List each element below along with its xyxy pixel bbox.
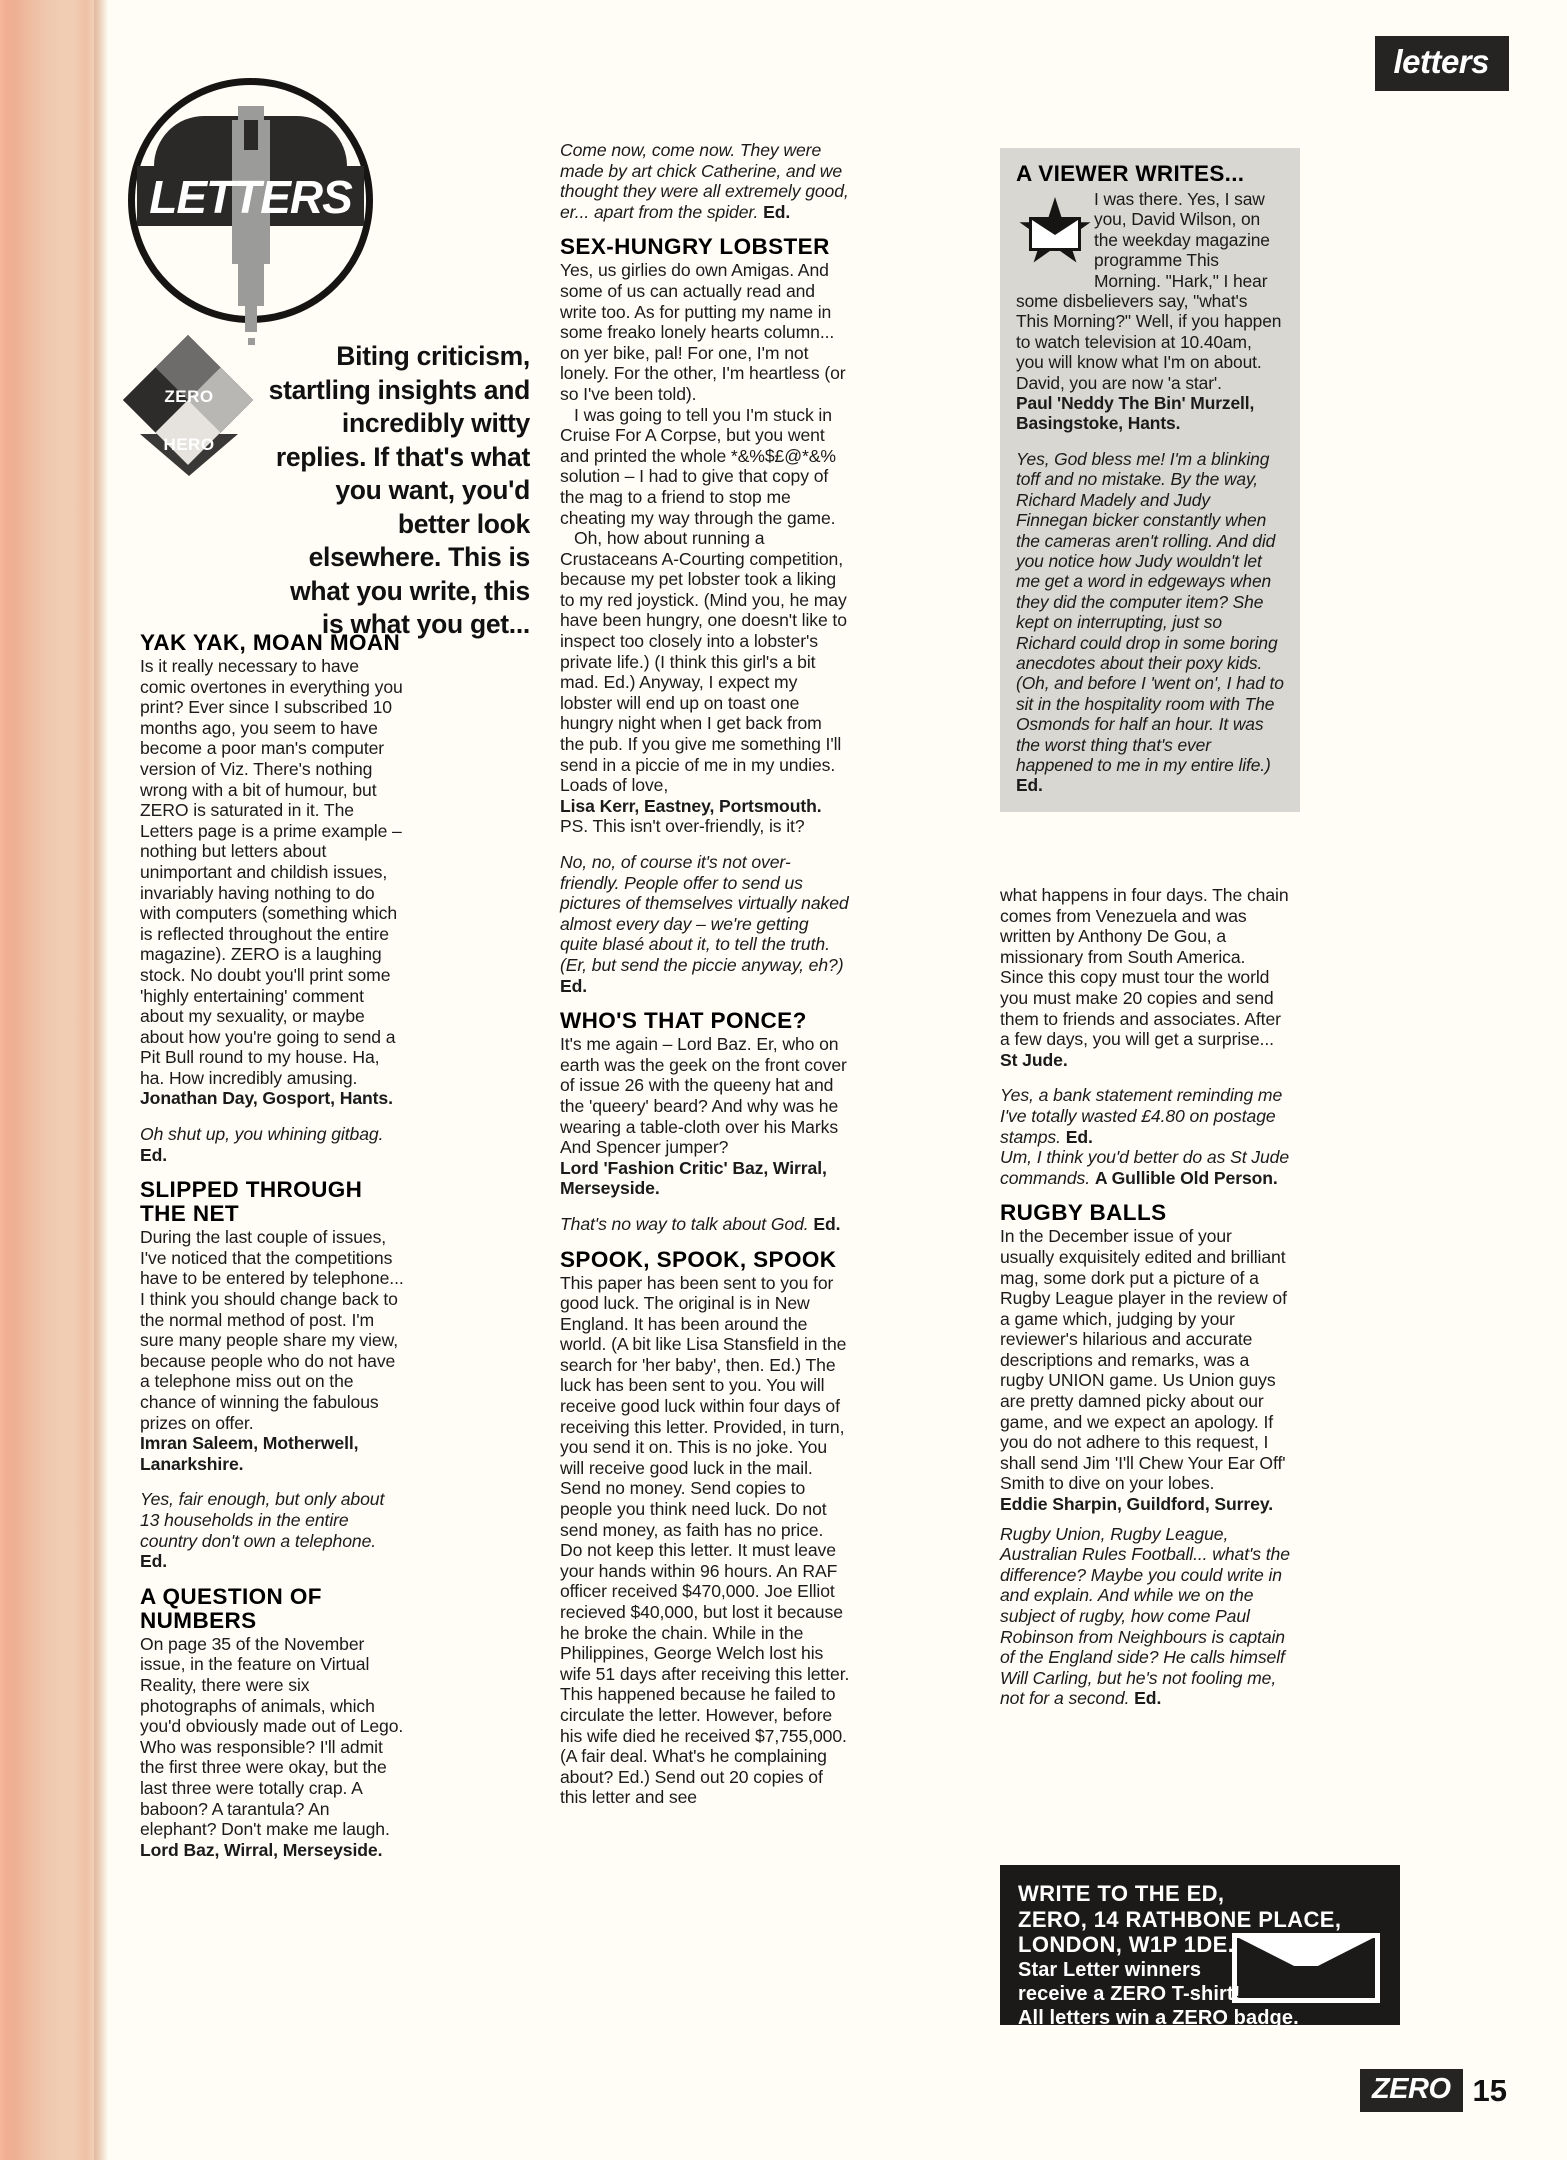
letter-paragraph: Oh, how about running a Crustaceans A-Courting competition, because my pet lobster took a liking to my red joystick. (Mind you, he may have been hungry, one doesn't like to inspect too closely into a lobster's private life.) (I think this girl's a bit mad. Ed.) Anyway, I expect my lobster will end up on toast one hungry night when I get back from the pub. If you give me something I'll send in a piccie of me in my undies.: [560, 528, 847, 775]
letters-masthead-logo: [128, 78, 373, 323]
column-three: [1000, 885, 1290, 1709]
write-box-line3: LONDON, W1P 1DE.: [1018, 1932, 1235, 1957]
viewer-box-heading: A VIEWER WRITES...: [1016, 161, 1245, 186]
letter-body: It's me again – Lord Baz. Er, who on earth was the geek on the front cover of issue 26 with the queeny hat and the 'queery' beard? And why was he wearing a table-cloth over his Marks And Spencer jumper?: [560, 1034, 847, 1158]
editor-reply-text: That's no way to talk about God.: [560, 1213, 814, 1234]
editor-reply: [1000, 1524, 1290, 1709]
letter-heading: WHO'S THAT PONCE?: [560, 1008, 807, 1034]
editor-reply-sig: Ed.: [560, 975, 588, 996]
write-box-line2: ZERO, 14 RATHBONE PLACE,: [1018, 1906, 1342, 1932]
spook-continued-body: what happens in four days. The chain comes from Venezuela and was written by Anthony De Gou, a missionary from South America. Since this copy must tour the world you must make 20 copies and send them to friends and associates. After a few days, you will get a surprise...: [1000, 885, 1289, 1050]
letter-signature: Eddie Sharpin, Guildford, Surrey.: [1000, 1494, 1274, 1515]
letter-heading: YAK YAK, MOAN MOAN: [140, 630, 401, 655]
letter-body: On page 35 of the November issue, in the feature on Virtual Reality, there were six photographs of animals, which you'd obviously made out of Lego. Who was responsible? I'll admit the first three were okay, but the last three were totally crap. A baboon? A tarantula? An elephant? Don't make me laugh.: [140, 1633, 404, 1840]
letter-signature: St Jude.: [1000, 1049, 1068, 1070]
editor-reply-sig: Ed.: [140, 1144, 168, 1165]
section-tab-letters: letters: [1375, 36, 1509, 91]
badge-label-zero: ZERO: [164, 387, 214, 406]
write-to-the-ed-box: [1000, 1865, 1400, 2029]
viewer-writes-box: [1000, 148, 1300, 812]
editor-reply: [560, 1214, 850, 1235]
letter-signature: Lord 'Fashion Critic' Baz, Wirral, Merseyside.: [560, 1157, 827, 1199]
scan-page-edge: [0, 0, 108, 2160]
editor-reply-sig: Ed.: [1016, 775, 1043, 796]
page-footer: [1360, 2069, 1507, 2112]
editor-reply-sig: Ed.: [813, 1213, 841, 1234]
editor-reply-text: Oh shut up, you whining gitbag.: [140, 1124, 384, 1145]
viewer-box-body: I was there. Yes, I saw you, David Wilson, on the weekday magazine programme This Morning. "Hark," I hear some disbelievers say, "what's This Morning?" Well, if you happen to watch television at 10.40am, you will know what I'm on about. David, you are now 'a star'.: [1016, 189, 1282, 393]
editor-reply: [560, 140, 850, 222]
write-box-line4: Star Letter winners: [1018, 1958, 1202, 1981]
column-one: [140, 618, 405, 1860]
badge-label-hero: HERO: [163, 435, 215, 454]
letter-signature: Imran Saleem, Motherwell, Lanarkshire.: [140, 1433, 359, 1474]
envelope-icon: [1232, 1933, 1380, 2003]
editor-reply-sig: A Gullible Old Person.: [1094, 1167, 1278, 1188]
letter-heading: SLIPPED THROUGH THE NET: [140, 1177, 363, 1227]
pen-nib-icon: [228, 106, 274, 356]
intro-blurb: Biting criticism, startling insights and incredibly witty replies. If that's what you want, you'd better look elsewhere. This is what you write, this is what you get...: [268, 341, 530, 639]
editor-reply: [1000, 1085, 1290, 1147]
zero-hero-badge: [130, 342, 248, 480]
editor-reply-sig: Ed.: [1065, 1126, 1093, 1147]
letter-body: [560, 260, 850, 795]
letter-body: Is it really necessary to have comic overtones in everything you print? Ever since I subscribed 10 months ago, you seem to have become a poor man's computer version of Viz. There's nothing wrong with a bit of humour, but ZERO is saturated in it. The Letters page is a prime example – nothing but letters about unimportant and childish issues, invariably having nothing to do with computers (something which is reflected throughout the entire magazine). ZERO is a laughing stock. No doubt you'll print some 'highly entertaining' comment about my sexuality, or maybe about how you're going to send a Pit Bull round to my house. Ha, ha. How incredibly amusing.: [140, 656, 403, 1088]
editor-reply-text: Um, I think you'd better do as St Jude commands.: [1000, 1147, 1290, 1188]
letter-body: During the last couple of issues, I've noticed that the competitions have to be entered by telephone... I think you should change back to the normal method of post. I'm sure many people share my view, because people who do not have a telephone miss out on the chance of winning the fabulous prizes on offer.: [140, 1227, 404, 1433]
editor-reply-text: Come now, come now. They were made by art chick Catherine, and we thought they were all extremely good, er... apart from the spider.: [560, 140, 849, 222]
letter-signature: Lord Baz, Wirral, Merseyside.: [140, 1839, 383, 1860]
letter-body: This paper has been sent to you for good luck. The original is in New England. It has been around the world. (A bit like Lisa Stansfield in the search for 'her baby', then. Ed.) The luck has been sent to you. You will receive good luck within four days of receiving this letter. Provided, in turn, you send it on. This is no joke. You will receive good luck in the mail. Send no money. Send copies to people you think need luck. Do not send money, as faith has no price. Do not keep this letter. It must leave your hands within 96 hours. An RAF officer received $470,000. Joe Elliot recieved $40,000, but lost it because he broke the chain. While in the Philippines, George Welch lost his wife 51 days after receiving this letter. This happened because he failed to circulate the letter. However, before his wife died he received $7,755,000. (A fair deal. What's he complaining about? Ed.) Send out 20 copies of this letter and see: [560, 1272, 850, 1808]
editor-reply-text: Yes, a bank statement reminding me I've totally wasted £4.80 on postage stamps.: [1000, 1085, 1283, 1147]
letter-postscript: PS. This isn't over-friendly, is it?: [560, 816, 805, 837]
star-envelope-icon: [1016, 189, 1094, 287]
viewer-box-signature: Paul 'Neddy The Bin' Murzell, Basingstoke, Hants.: [1016, 393, 1255, 434]
editor-reply-sig: Ed.: [1134, 1688, 1162, 1709]
editor-reply: [560, 852, 850, 996]
envelope-icon: [1029, 217, 1081, 251]
letter-paragraph: Loads of love,: [560, 775, 669, 796]
letter-heading: A QUESTION OF NUMBERS: [140, 1583, 322, 1633]
letter-paragraph: I was going to tell you I'm stuck in Cruise For A Corpse, but you went and printed the whole *&%$£@*&% solution – I had to give that copy of the mag to a friend to stop me cheating my way through the game.: [560, 404, 836, 528]
editor-reply-sig: Ed.: [140, 1551, 168, 1572]
letter-paragraph: Yes, us girlies do own Amigas. And some of us can actually read and write too. As for putting my name in some freako lonely hearts column... on yer bike, pal! For one, I'm not lonely. For the other, I'm heartless (or so I've been told).: [560, 260, 846, 404]
editor-reply-text: Yes, God bless me! I'm a blinking toff and no mistake. By the way, Richard Madely and Judy Finnegan bicker constantly when the cameras aren't rolling. And did you notice how Judy wouldn't let me get a word in edgeways when they did the computer item? She kept on interrupting, just so Richard could drop in some boring anecdotes about their poxy kids. (Oh, and before I 'went on', I had to sit in the hospitality room with The Osmonds for half an hour. It was the worst thing that's ever happened to me in my entire life.): [1016, 448, 1284, 775]
editor-reply-text: No, no, of course it's not over-friendly. People offer to send us pictures of themselves virtually naked almost every day – we're getting quite blasé about it, to tell the truth. (Er, but send the piccie anyway, eh?): [560, 852, 849, 975]
editor-reply: [140, 1124, 405, 1165]
write-box-line6: All letters win a ZERO badge.: [1018, 2006, 1299, 2029]
letter-heading: RUGBY BALLS: [1000, 1200, 1167, 1226]
write-box-line5: receive a ZERO T-shirt!: [1018, 1982, 1241, 2005]
letter-body: In the December issue of your usually exquisitely edited and brilliant mag, some dork put a picture of a Rugby League player in the review of a game which, judging by your reviewer's hilarious and accurate descriptions and remarks, was a rugby UNION game. Us Union guys are pretty damned picky about our game, and we expect an apology. If you do not adhere to this request, I shall send Jim 'I'll Chew Your Ear Off' Smith to dive on your lobes.: [1000, 1226, 1287, 1494]
page-number: 15: [1472, 2072, 1507, 2108]
editor-reply-second: [1000, 1147, 1290, 1188]
letter-signature: Jonathan Day, Gosport, Hants.: [140, 1088, 393, 1109]
column-two: [560, 140, 850, 1808]
editor-reply-sig: Ed.: [763, 201, 791, 222]
letter-heading: SEX-HUNGRY LOBSTER: [560, 234, 830, 260]
viewer-box-editor-reply: [1016, 449, 1284, 796]
letter-signature: Lisa Kerr, Eastney, Portsmouth.: [560, 795, 822, 816]
write-box-line1: WRITE TO THE ED,: [1018, 1881, 1225, 1906]
editor-reply: [140, 1489, 405, 1571]
editor-reply-text: Rugby Union, Rugby League, Australian Rules Football... what's the difference? Maybe you could write in and explain. And while we on the subject of rugby, how come Paul Robinson from Neighbours is captain of the England side? He calls himself Will Carling, but he's not fooling me, not for a second.: [1000, 1523, 1290, 1709]
magazine-logo: ZERO: [1360, 2069, 1463, 2112]
masthead-wordmark: LETTERS: [149, 171, 352, 223]
editor-reply-text: Yes, fair enough, but only about 13 households in the entire country don't own a telephone.: [140, 1489, 385, 1551]
letter-heading: SPOOK, SPOOK, SPOOK: [560, 1246, 837, 1272]
